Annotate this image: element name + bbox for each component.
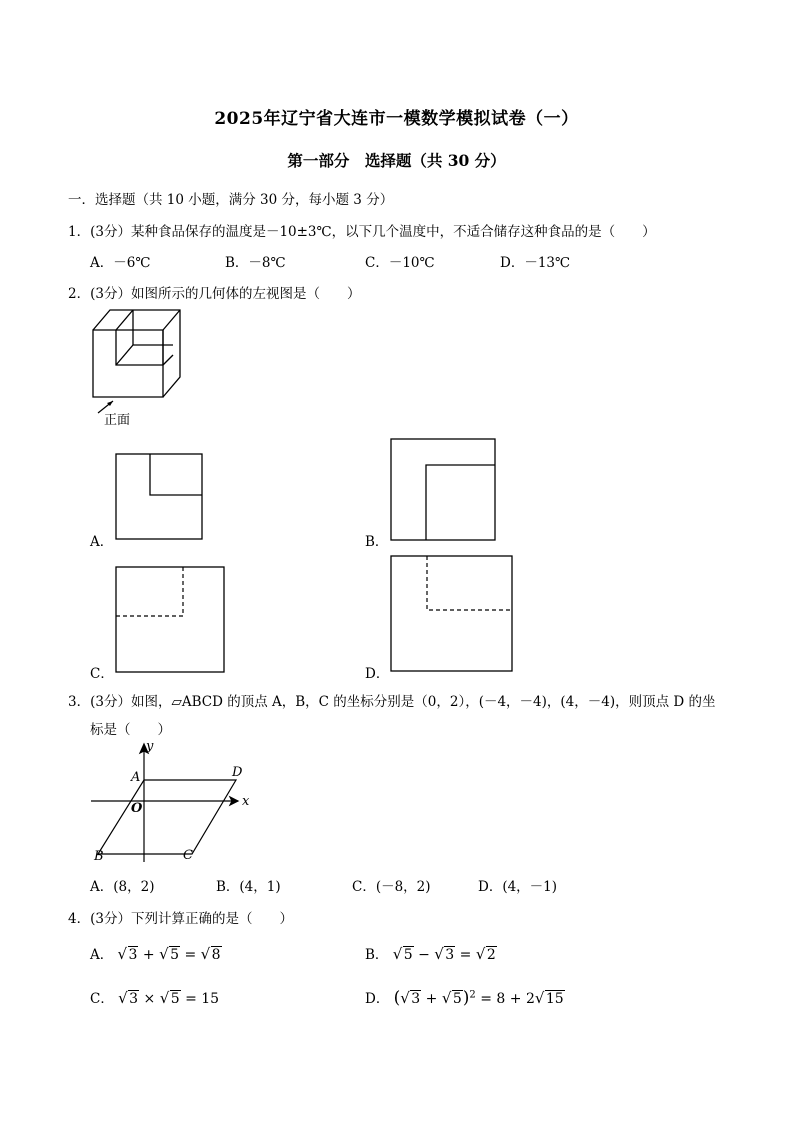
q4-option-d: D． (√ 3 + √ 5)$^2$ = 8 + 2√ 15	[365, 987, 565, 1008]
q2-option-a: A．	[90, 534, 114, 550]
q3-parallelogram-figure	[88, 740, 258, 870]
q2-option-c-figure	[115, 566, 227, 674]
q4-option-c-label: C．	[90, 991, 114, 1007]
question-1-stem: 1．(3分）某种食品保存的温度是－10±3℃，以下几个温度中，不适合储存这种食品的是（ ）	[68, 224, 656, 240]
q2-option-d: D．	[365, 666, 390, 682]
q2-option-a-figure	[115, 453, 205, 541]
part-title: 第一部分 选择题（共 30 分）	[287, 151, 506, 170]
q4-option-a: A． √ 3 + √ 5 = √ 8	[90, 943, 222, 963]
q2-solid-figure	[88, 305, 188, 430]
q4-option-c: C． √ 3 × √ 5 = 15	[90, 987, 219, 1007]
q1-option-a: A．－6℃	[90, 255, 151, 271]
q3-option-b: B．(4，1)	[216, 879, 281, 895]
question-2-stem: 2．(3分）如图所示的几何体的左视图是（ ）	[68, 286, 361, 302]
q4-option-a-label: A．	[90, 947, 114, 963]
page-title: 2025年辽宁省大连市一模数学模拟试卷（一）	[214, 109, 579, 129]
question-3-stem-line2: 标是（ ）	[90, 722, 171, 738]
point-a-label: A	[131, 770, 141, 785]
q4-option-b: B． √ 5 − √ 3 = √ 2	[365, 943, 497, 963]
q3-option-d: D．(4，－1)	[478, 879, 558, 895]
x-axis-label: x	[242, 794, 250, 809]
point-b-label: B	[94, 849, 104, 864]
q3-option-c: C．(－8，2)	[352, 879, 431, 895]
front-view-label: 正面	[104, 413, 131, 428]
q4-option-b-label: B．	[365, 947, 389, 963]
q3-option-a: A．(8，2)	[90, 879, 155, 895]
q1-option-d: D．－13℃	[500, 255, 571, 271]
q2-option-d-figure	[390, 555, 515, 673]
q1-option-c: C．－10℃	[365, 255, 435, 271]
q2-option-b: B．	[365, 534, 389, 550]
q1-option-b: B．－8℃	[225, 255, 286, 271]
question-3-stem-line1: 3．(3分）如图，▱ABCD 的顶点 A，B，C 的坐标分别是（0，2），(－4，－4)，(4，－4)，则顶点 D 的坐	[68, 694, 716, 710]
q2-option-b-figure	[390, 438, 498, 542]
point-d-label: D	[232, 765, 243, 780]
point-c-label: C	[183, 848, 193, 863]
section-header: 一．选择题（共 10 小题，满分 30 分，每小题 3 分）	[68, 192, 394, 208]
q4-option-d-label: D．	[365, 991, 390, 1007]
y-axis-label: y	[146, 739, 154, 754]
q2-option-c: C．	[90, 666, 114, 682]
question-4-stem: 4．(3分）下列计算正确的是（ ）	[68, 911, 293, 927]
origin-label: O	[131, 801, 143, 816]
